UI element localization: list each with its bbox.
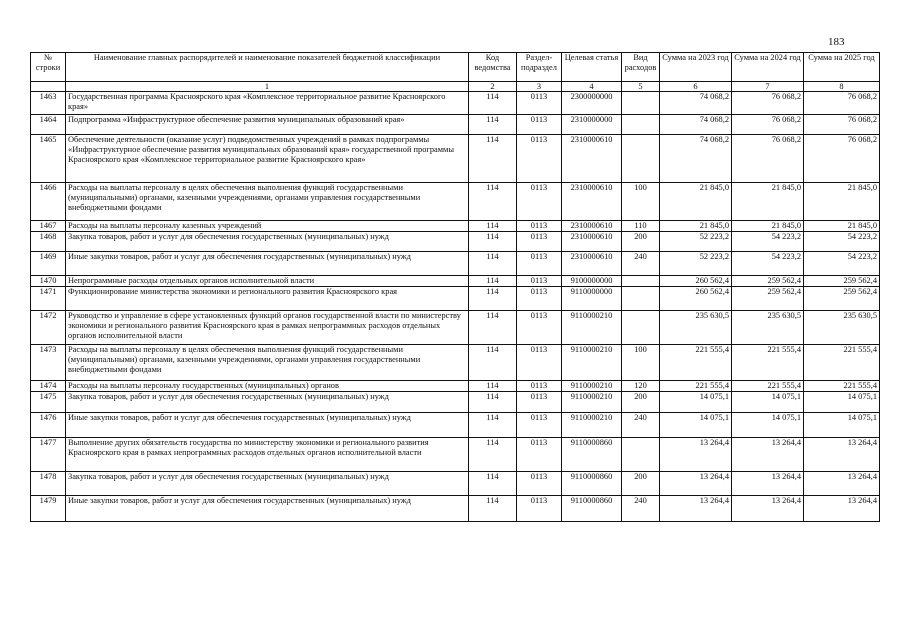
row-number: 1476	[31, 413, 66, 438]
dept-code: 114	[469, 135, 517, 183]
section-code: 0113	[517, 92, 562, 115]
header-expense-type: Вид расходов	[622, 53, 660, 82]
expense-type: 120	[622, 381, 660, 392]
table-row	[31, 438, 880, 472]
sum-2023: 21 845,0	[660, 221, 732, 232]
sum-2023: 21 845,0	[660, 183, 732, 221]
dept-code: 114	[469, 92, 517, 115]
table-row	[31, 92, 880, 115]
table-row	[31, 232, 880, 252]
sum-2024: 221 555,4	[732, 381, 804, 392]
header-sum-2023: Сумма на 2023 год	[660, 53, 732, 82]
target-article: 2310000610	[562, 252, 622, 276]
dept-code: 114	[469, 183, 517, 221]
sum-2025: 13 264,4	[804, 438, 880, 472]
expense-type: 100	[622, 345, 660, 381]
row-number: 1474	[31, 381, 66, 392]
row-number: 1463	[31, 92, 66, 115]
row-number: 1473	[31, 345, 66, 381]
dept-code: 114	[469, 287, 517, 311]
expense-type	[622, 115, 660, 135]
sum-2023: 13 264,4	[660, 438, 732, 472]
sum-2025: 76 068,2	[804, 115, 880, 135]
row-number: 1469	[31, 252, 66, 276]
dept-code: 114	[469, 381, 517, 392]
row-number: 1478	[31, 472, 66, 496]
sum-2025: 76 068,2	[804, 92, 880, 115]
table-row	[31, 183, 880, 221]
row-name: Подпрограмма «Инфраструктурное обеспечение развития муниципальных образований края»	[66, 115, 469, 135]
section-code: 0113	[517, 311, 562, 345]
row-number: 1468	[31, 232, 66, 252]
row-name: Обеспечение деятельности (оказание услуг) подведомственных учреждений в рамках подпрограммы «Инфраструктурное обеспечение развития муниципальных образований края» государственной программы Красноярского края «Комплексное территориальное развитие Красноярского края»	[66, 135, 469, 183]
row-number: 1470	[31, 276, 66, 287]
column-number: 5	[622, 82, 660, 92]
row-number: 1471	[31, 287, 66, 311]
column-number	[31, 82, 66, 92]
sum-2023: 74 068,2	[660, 135, 732, 183]
dept-code: 114	[469, 345, 517, 381]
row-number: 1472	[31, 311, 66, 345]
expense-type: 240	[622, 496, 660, 522]
target-article: 9110000210	[562, 381, 622, 392]
section-code: 0113	[517, 287, 562, 311]
sum-2025: 14 075,1	[804, 413, 880, 438]
target-article: 2310000610	[562, 232, 622, 252]
header-row	[31, 53, 880, 82]
page-number: 183	[828, 36, 845, 48]
sum-2025: 76 068,2	[804, 135, 880, 183]
row-name: Государственная программа Красноярского края «Комплексное территориальное развитие Красноярского края»	[66, 92, 469, 115]
row-name: Непрограммные расходы отдельных органов исполнительной власти	[66, 276, 469, 287]
target-article: 9110000210	[562, 392, 622, 413]
row-number: 1467	[31, 221, 66, 232]
sum-2025: 54 223,2	[804, 252, 880, 276]
row-number: 1466	[31, 183, 66, 221]
row-name: Расходы на выплаты персоналу казенных учреждений	[66, 221, 469, 232]
row-name: Расходы на выплаты персоналу государственных (муниципальных) органов	[66, 381, 469, 392]
section-code: 0113	[517, 413, 562, 438]
sum-2025: 259 562,4	[804, 276, 880, 287]
table-row	[31, 311, 880, 345]
expense-type: 200	[622, 392, 660, 413]
sum-2023: 74 068,2	[660, 115, 732, 135]
section-code: 0113	[517, 276, 562, 287]
sum-2024: 235 630,5	[732, 311, 804, 345]
expense-type: 110	[622, 221, 660, 232]
header-dept-code: Код ведомства	[469, 53, 517, 82]
sum-2023: 260 562,4	[660, 276, 732, 287]
sum-2023: 52 223,2	[660, 252, 732, 276]
target-article: 2310000610	[562, 183, 622, 221]
dept-code: 114	[469, 311, 517, 345]
dept-code: 114	[469, 438, 517, 472]
expense-type	[622, 287, 660, 311]
expense-type: 240	[622, 413, 660, 438]
target-article: 9110000210	[562, 311, 622, 345]
budget-table	[30, 52, 880, 522]
target-article: 2300000000	[562, 92, 622, 115]
expense-type	[622, 92, 660, 115]
row-name: Выполнение других обязательств государства по министерству экономики и регионального развития Красноярского края в рамках непрограммных расходов отдельных органов исполнительной власти	[66, 438, 469, 472]
sum-2024: 13 264,4	[732, 438, 804, 472]
dept-code: 114	[469, 221, 517, 232]
table-row	[31, 287, 880, 311]
column-number: 3	[517, 82, 562, 92]
sum-2024: 14 075,1	[732, 413, 804, 438]
sum-2025: 13 264,4	[804, 472, 880, 496]
expense-type: 100	[622, 183, 660, 221]
sum-2025: 21 845,0	[804, 183, 880, 221]
target-article: 2310000610	[562, 135, 622, 183]
sum-2024: 21 845,0	[732, 183, 804, 221]
target-article: 9110000860	[562, 438, 622, 472]
table-row	[31, 115, 880, 135]
sum-2025: 14 075,1	[804, 392, 880, 413]
expense-type: 240	[622, 252, 660, 276]
sum-2023: 14 075,1	[660, 413, 732, 438]
target-article: 2310000000	[562, 115, 622, 135]
table-row	[31, 496, 880, 522]
row-name: Расходы на выплаты персоналу в целях обеспечения выполнения функций государственными (муниципальными) органами, казенными учреждениями, органами управления государственными внебюджетными фондами	[66, 345, 469, 381]
sum-2023: 260 562,4	[660, 287, 732, 311]
sum-2025: 235 630,5	[804, 311, 880, 345]
header-name: Наименование главных распорядителей и наименование показателей бюджетной классификации	[66, 53, 469, 82]
section-code: 0113	[517, 115, 562, 135]
expense-type: 200	[622, 472, 660, 496]
table-row	[31, 413, 880, 438]
sum-2024: 54 223,2	[732, 252, 804, 276]
sum-2023: 13 264,4	[660, 472, 732, 496]
expense-type	[622, 311, 660, 345]
sum-2025: 21 845,0	[804, 221, 880, 232]
target-article: 9110000000	[562, 287, 622, 311]
expense-type	[622, 135, 660, 183]
section-code: 0113	[517, 221, 562, 232]
section-code: 0113	[517, 438, 562, 472]
sum-2025: 54 223,2	[804, 232, 880, 252]
section-code: 0113	[517, 496, 562, 522]
header-row-no: № строки	[31, 53, 66, 82]
sum-2023: 13 264,4	[660, 496, 732, 522]
dept-code: 114	[469, 276, 517, 287]
table-row	[31, 276, 880, 287]
column-number: 6	[660, 82, 732, 92]
row-name: Расходы на выплаты персоналу в целях обеспечения выполнения функций государственными (муниципальными) органами, казенными учреждениями, органами управления государственными внебюджетными фондами	[66, 183, 469, 221]
sum-2024: 54 223,2	[732, 232, 804, 252]
table-body	[31, 92, 880, 522]
row-number: 1475	[31, 392, 66, 413]
column-number: 7	[732, 82, 804, 92]
target-article: 9110000860	[562, 472, 622, 496]
sum-2023: 14 075,1	[660, 392, 732, 413]
sum-2023: 52 223,2	[660, 232, 732, 252]
section-code: 0113	[517, 345, 562, 381]
dept-code: 114	[469, 252, 517, 276]
section-code: 0113	[517, 392, 562, 413]
table-row	[31, 345, 880, 381]
section-code: 0113	[517, 381, 562, 392]
row-number: 1465	[31, 135, 66, 183]
column-number-row	[31, 82, 880, 92]
expense-type: 200	[622, 232, 660, 252]
target-article: 9110000860	[562, 496, 622, 522]
sum-2024: 14 075,1	[732, 392, 804, 413]
row-name: Закупка товаров, работ и услуг для обеспечения государственных (муниципальных) нужд	[66, 472, 469, 496]
header-target-article: Целевая статья	[562, 53, 622, 82]
row-name: Руководство и управление в сфере установленных функций органов государственной власти по министерству экономики и регионального развития Красноярского края в рамках непрограммных расходов отдельных органов исполнительной власти	[66, 311, 469, 345]
column-number: 4	[562, 82, 622, 92]
sum-2024: 259 562,4	[732, 287, 804, 311]
target-article: 9100000000	[562, 276, 622, 287]
section-code: 0113	[517, 252, 562, 276]
dept-code: 114	[469, 472, 517, 496]
table-row	[31, 135, 880, 183]
dept-code: 114	[469, 232, 517, 252]
dept-code: 114	[469, 115, 517, 135]
sum-2024: 76 068,2	[732, 135, 804, 183]
expense-type	[622, 276, 660, 287]
section-code: 0113	[517, 472, 562, 496]
dept-code: 114	[469, 413, 517, 438]
header-sum-2025: Сумма на 2025 год	[804, 53, 880, 82]
sum-2024: 259 562,4	[732, 276, 804, 287]
sum-2024: 76 068,2	[732, 92, 804, 115]
header-section: Раздел-подраздел	[517, 53, 562, 82]
table-row	[31, 381, 880, 392]
section-code: 0113	[517, 232, 562, 252]
row-name: Закупка товаров, работ и услуг для обеспечения государственных (муниципальных) нужд	[66, 232, 469, 252]
row-name: Иные закупки товаров, работ и услуг для обеспечения государственных (муниципальных) нужд	[66, 252, 469, 276]
column-number: 2	[469, 82, 517, 92]
dept-code: 114	[469, 392, 517, 413]
sum-2024: 221 555,4	[732, 345, 804, 381]
target-article: 9110000210	[562, 345, 622, 381]
sum-2025: 13 264,4	[804, 496, 880, 522]
header-sum-2024: Сумма на 2024 год	[732, 53, 804, 82]
sum-2025: 259 562,4	[804, 287, 880, 311]
row-number: 1477	[31, 438, 66, 472]
sum-2025: 221 555,4	[804, 345, 880, 381]
sum-2024: 76 068,2	[732, 115, 804, 135]
row-number: 1479	[31, 496, 66, 522]
sum-2023: 74 068,2	[660, 92, 732, 115]
table-row	[31, 221, 880, 232]
table-row	[31, 252, 880, 276]
row-number: 1464	[31, 115, 66, 135]
column-number: 1	[66, 82, 469, 92]
section-code: 0113	[517, 183, 562, 221]
row-name: Закупка товаров, работ и услуг для обеспечения государственных (муниципальных) нужд	[66, 392, 469, 413]
sum-2025: 221 555,4	[804, 381, 880, 392]
sum-2023: 221 555,4	[660, 381, 732, 392]
row-name: Иные закупки товаров, работ и услуг для обеспечения государственных (муниципальных) нужд	[66, 413, 469, 438]
sum-2024: 13 264,4	[732, 472, 804, 496]
expense-type	[622, 438, 660, 472]
section-code: 0113	[517, 135, 562, 183]
sum-2024: 21 845,0	[732, 221, 804, 232]
row-name: Иные закупки товаров, работ и услуг для обеспечения государственных (муниципальных) нужд	[66, 496, 469, 522]
target-article: 2310000610	[562, 221, 622, 232]
target-article: 9110000210	[562, 413, 622, 438]
dept-code: 114	[469, 496, 517, 522]
table-row	[31, 392, 880, 413]
sum-2023: 221 555,4	[660, 345, 732, 381]
sum-2023: 235 630,5	[660, 311, 732, 345]
table-row	[31, 472, 880, 496]
row-name: Функционирование министерства экономики и регионального развития Красноярского края	[66, 287, 469, 311]
sum-2024: 13 264,4	[732, 496, 804, 522]
column-number: 8	[804, 82, 880, 92]
